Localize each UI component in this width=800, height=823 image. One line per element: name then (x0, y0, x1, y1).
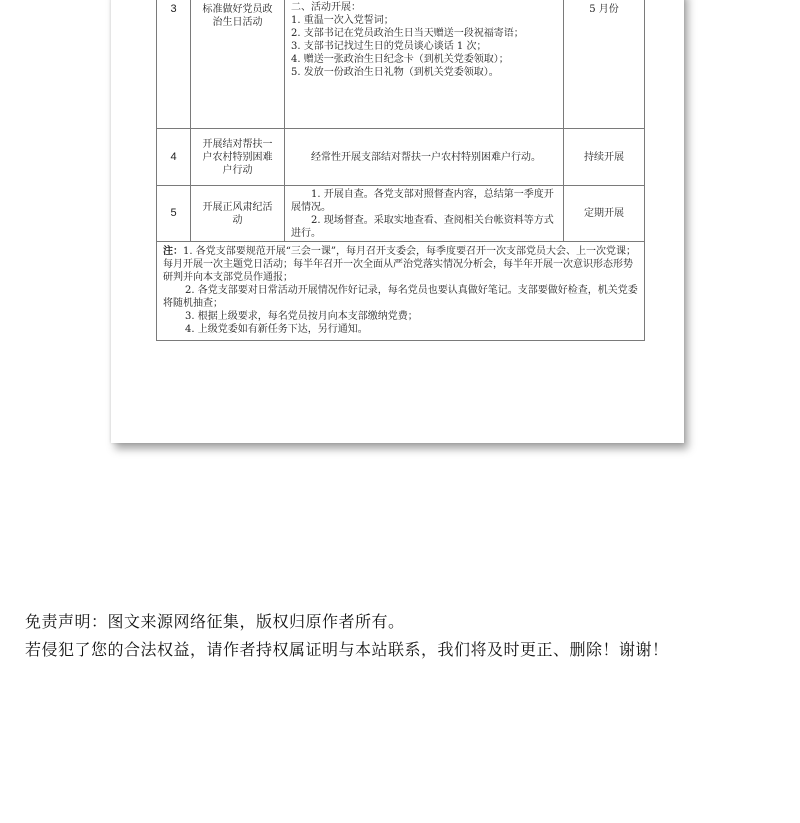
note-item: 注：1. 各党支部要规范开展“三会一课”，每月召开支委会，每季度要召开一次支部党员大会、上一次党课；每月开展一次主题党日活动；每半年召开一次全面从严治党落实情况分析会，每半年开展一次意识形态形势研判并向本支部党员作通报； (163, 246, 636, 283)
content-line: 5. 发放一份政治生日礼物（到机关党委领取）。 (291, 67, 499, 78)
table-row (157, 186, 645, 242)
note-item: 3. 根据上级要求，每名党员按月向本支部缴纳党费； (185, 311, 418, 322)
row-number: 4 (157, 129, 191, 186)
note-item: 2. 各党支部要对日常活动开展情况作好记录，每名党员也要认真做好笔记。支部要做好检查，机关党委将随机抽查； (163, 285, 638, 309)
content-line: 经常性开展支部结对帮扶一户农村特别困难户行动。 (311, 151, 541, 163)
row-number: 5 (157, 186, 191, 242)
content-line: 2. 现场督查。采取实地查看、查阅相关台帐资料等方式进行。 (291, 214, 554, 239)
activity-name: 开展正风肃纪活动 (191, 186, 285, 242)
activity-time: 定期开展 (564, 186, 645, 242)
notes-cell (157, 242, 645, 341)
activity-content (285, 0, 564, 129)
content-line: 4. 赠送一张政治生日纪念卡（到机关党委领取）； (291, 54, 509, 65)
disclaimer (25, 608, 795, 664)
activity-name: 开展结对帮扶一户农村特别困难户行动 (191, 129, 285, 186)
activity-name: 标准做好党员政治生日活动 (191, 0, 285, 129)
activity-time: 持续开展 (564, 129, 645, 186)
activity-time: 5 月份 (564, 0, 645, 129)
activity-plan-table (156, 0, 645, 341)
content-line: 二、活动开展： (291, 2, 361, 13)
note-item: 4. 上级党委如有新任务下达，另行通知。 (185, 324, 368, 335)
notes-row (157, 242, 645, 341)
content-line: 2. 支部书记在党员政治生日当天赠送一段祝福寄语； (291, 28, 524, 39)
table-row (157, 0, 645, 129)
disclaimer-line-2: 若侵犯了您的合法权益，请作者持权属证明与本站联系，我们将及时更正、删除！谢谢！ (25, 640, 669, 659)
activity-content (285, 186, 564, 242)
content-line: 1. 重温一次入党誓词； (291, 15, 394, 26)
notes-label: 注： (163, 246, 183, 257)
row-number: 3 (157, 0, 191, 129)
disclaimer-line-1: 免责声明：图文来源网络征集，版权归原作者所有。 (25, 612, 405, 631)
content-line: 1. 开展自查。各党支部对照督查内容，总结第一季度开展情况。 (291, 188, 554, 213)
document-page (111, 0, 684, 443)
activity-content (285, 129, 564, 186)
table-row (157, 129, 645, 186)
content-line: 3. 支部书记找过生日的党员谈心谈话 1 次； (291, 41, 487, 52)
